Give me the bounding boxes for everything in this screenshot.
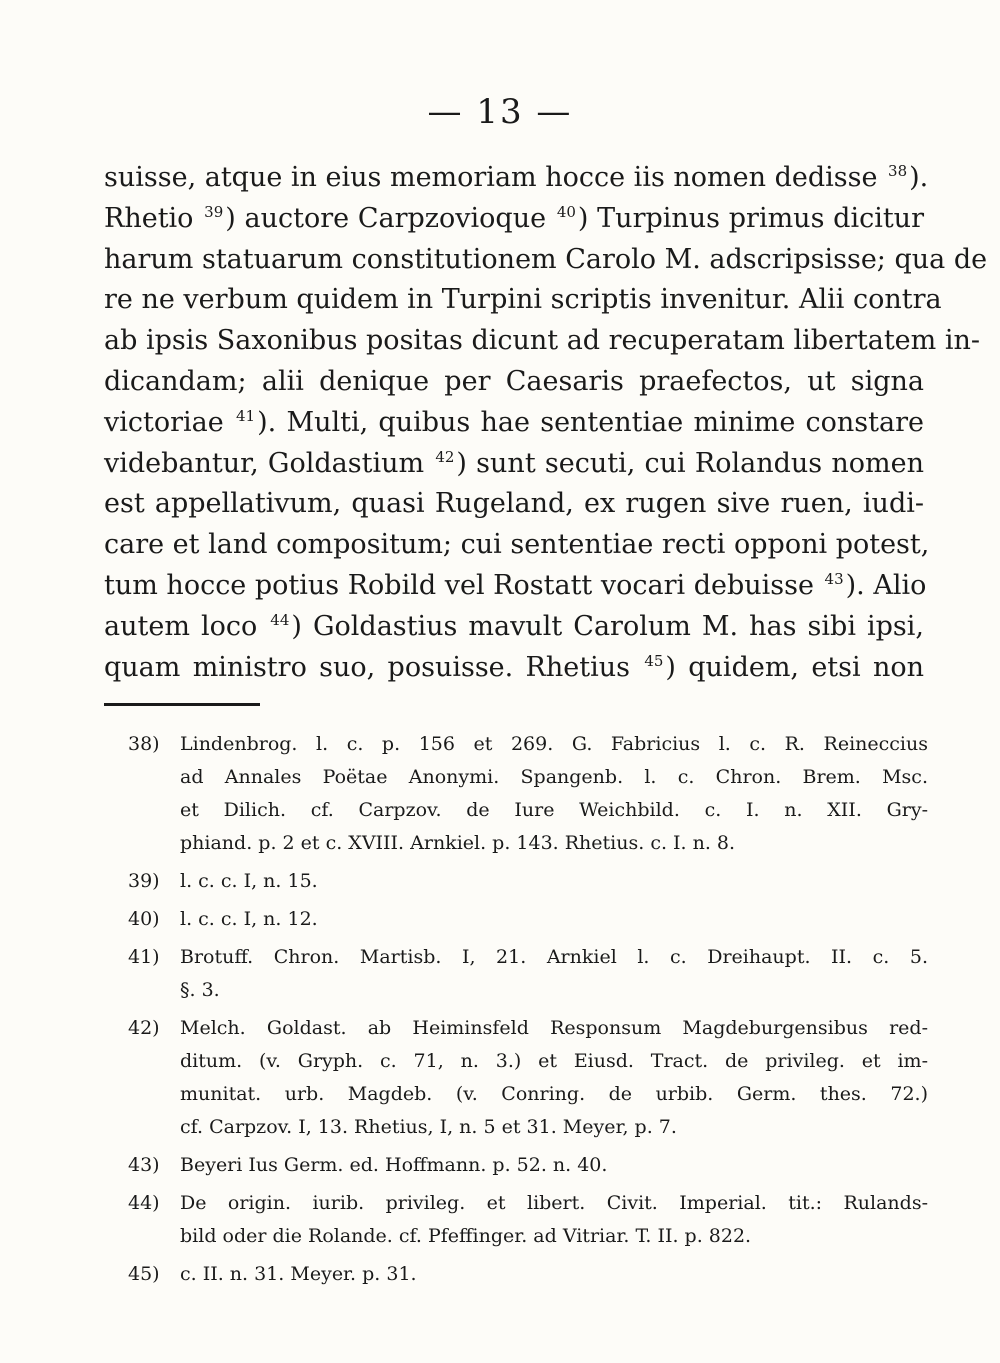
body-text-run: ) Turpinus primus dicitur [577, 202, 924, 234]
footnote-number: 42) [128, 1017, 160, 1039]
body-text-run: ) quidem, etsi non [665, 651, 925, 683]
footnote-text [180, 865, 928, 898]
footnote-line: Lindenbrog. l. c. p. 156 et 269. G. Fabricius l. c. R. Reineccius [180, 733, 928, 755]
body-text-run: dicandam; alii denique per Caesaris praefectos, ut signa [104, 365, 924, 397]
footnote-line: c. II. n. 31. Meyer. p. 31. [180, 1263, 417, 1285]
body-text-run: re ne verbum quidem in Turpini scriptis invenitur. Alii contra [104, 284, 942, 316]
footnote-ref: 39 [204, 202, 224, 221]
body-text-run: ). Alio [845, 569, 927, 601]
footnote-text [180, 728, 928, 860]
footnote-number: 44) [128, 1192, 160, 1214]
footnote-number: 38) [128, 733, 160, 755]
footnote-text [180, 1012, 928, 1144]
body-text-run: harum statuarum constitutionem Carolo M. adscripsisse; qua de [104, 243, 988, 275]
footnote [128, 728, 928, 860]
footnote-ref: 41 [235, 406, 256, 425]
body-line [104, 648, 924, 689]
footnote-line: §. 3. [180, 979, 220, 1001]
footnote-number: 43) [128, 1154, 160, 1176]
body-line [104, 240, 988, 281]
footnote [128, 1012, 928, 1144]
main-text [104, 158, 988, 688]
footnote [128, 941, 928, 1007]
body-line [104, 484, 924, 525]
footnote [128, 1258, 928, 1291]
footnote-line: bild oder die Rolande. cf. Pfeffinger. ad Vitriar. T. II. p. 822. [180, 1225, 752, 1247]
footnote-line: ad Annales Poëtae Anonymi. Spangenb. l. c. Chron. Brem. Msc. [180, 766, 928, 788]
body-text-run: Rhetio [104, 202, 203, 234]
body-text-run: ) auctore Carpzovioque [225, 202, 555, 234]
footnote-number: 41) [128, 946, 160, 968]
footnote-line: l. c. c. I, n. 15. [180, 870, 318, 892]
body-text-run: tum hocce potius Robild vel Rostatt vocari debuisse [104, 569, 823, 601]
body-text-run: quam ministro suo, posuisse. Rhetius [104, 651, 643, 683]
footnote-ref: 40 [556, 202, 576, 221]
footnote-text [180, 1149, 928, 1182]
body-line [104, 280, 942, 321]
footnote-ref: 44 [270, 610, 290, 629]
body-line [104, 444, 924, 485]
footnote-line: Beyeri Ius Germ. ed. Hoffmann. p. 52. n. 40. [180, 1154, 608, 1176]
footnote-number: 39) [128, 870, 160, 892]
footnote-line: Brotuff. Chron. Martisb. I, 21. Arnkiel l. c. Dreihaupt. II. c. 5. [180, 946, 928, 968]
body-line [104, 566, 927, 607]
footnote-line: et Dilich. cf. Carpzov. de Iure Weichbild. c. I. n. XII. Gry- [180, 799, 928, 821]
footnote [128, 1187, 928, 1253]
body-text-run: autem loco [104, 610, 269, 642]
footnote-line: l. c. c. I, n. 12. [180, 908, 318, 930]
body-text-run: victoriae [104, 406, 234, 438]
body-line [104, 158, 929, 199]
body-line [104, 607, 924, 648]
footnote-line: phiand. p. 2 et c. XVIII. Arnkiel. p. 143. Rhetius. c. I. n. 8. [180, 832, 736, 854]
footnote-ref: 45 [644, 651, 664, 670]
footnote-ref: 42 [435, 447, 455, 466]
body-line [104, 321, 980, 362]
footnote-text [180, 1187, 928, 1253]
footnotes [128, 728, 928, 1296]
footnote-text [180, 941, 928, 1007]
body-line [104, 362, 924, 403]
footnote-line: cf. Carpzov. I, 13. Rhetius, I, n. 5 et 31. Meyer, p. 7. [180, 1116, 677, 1138]
body-text-run: suisse, atque in eius memoriam hocce iis nomen dedisse [104, 162, 887, 193]
footnote-line: Melch. Goldast. ab Heiminsfeld Responsum Magdeburgensibus red- [180, 1017, 928, 1039]
footnote-ref: 38 [888, 162, 908, 180]
body-text-run: videbantur, Goldastium [104, 447, 434, 479]
body-text-run: ab ipsis Saxonibus positas dicunt ad recuperatam libertatem in- [104, 325, 980, 357]
footnote [128, 865, 928, 898]
footnote-ref: 43 [824, 569, 844, 588]
footnote-line: munitat. urb. Magdeb. (v. Conring. de urbib. Germ. thes. 72.) [180, 1083, 928, 1105]
body-text-run: est appellativum, quasi Rugeland, ex rugen sive ruen, iudi- [104, 488, 924, 520]
footnote-text [180, 903, 928, 936]
footnote-line: De origin. iurib. privileg. et libert. Civit. Imperial. tit.: Rulands- [180, 1192, 928, 1214]
body-line [104, 525, 930, 566]
body-text-run: care et land compositum; cui sententiae recti opponi potest, [104, 529, 930, 561]
body-text-run: ). [909, 162, 929, 193]
footnote [128, 1149, 928, 1182]
footnote-number: 40) [128, 908, 160, 930]
body-text-run: ). Multi, quibus hae sententiae minime constare [257, 406, 924, 438]
footnote [128, 903, 928, 936]
footnote-line: ditum. (v. Gryph. c. 71, n. 3.) et Eiusd. Tract. de privileg. et im- [180, 1050, 928, 1072]
page-number: — 13 — [427, 92, 573, 132]
footnote-number: 45) [128, 1263, 160, 1285]
body-line [104, 199, 924, 240]
body-line [104, 403, 924, 444]
footnote-separator [104, 703, 260, 706]
footnote-text [180, 1258, 928, 1291]
body-text-run: ) sunt secuti, cui Rolandus nomen [456, 447, 924, 479]
body-text-run: ) Goldastius mavult Carolum M. has sibi ipsi, [291, 610, 924, 642]
